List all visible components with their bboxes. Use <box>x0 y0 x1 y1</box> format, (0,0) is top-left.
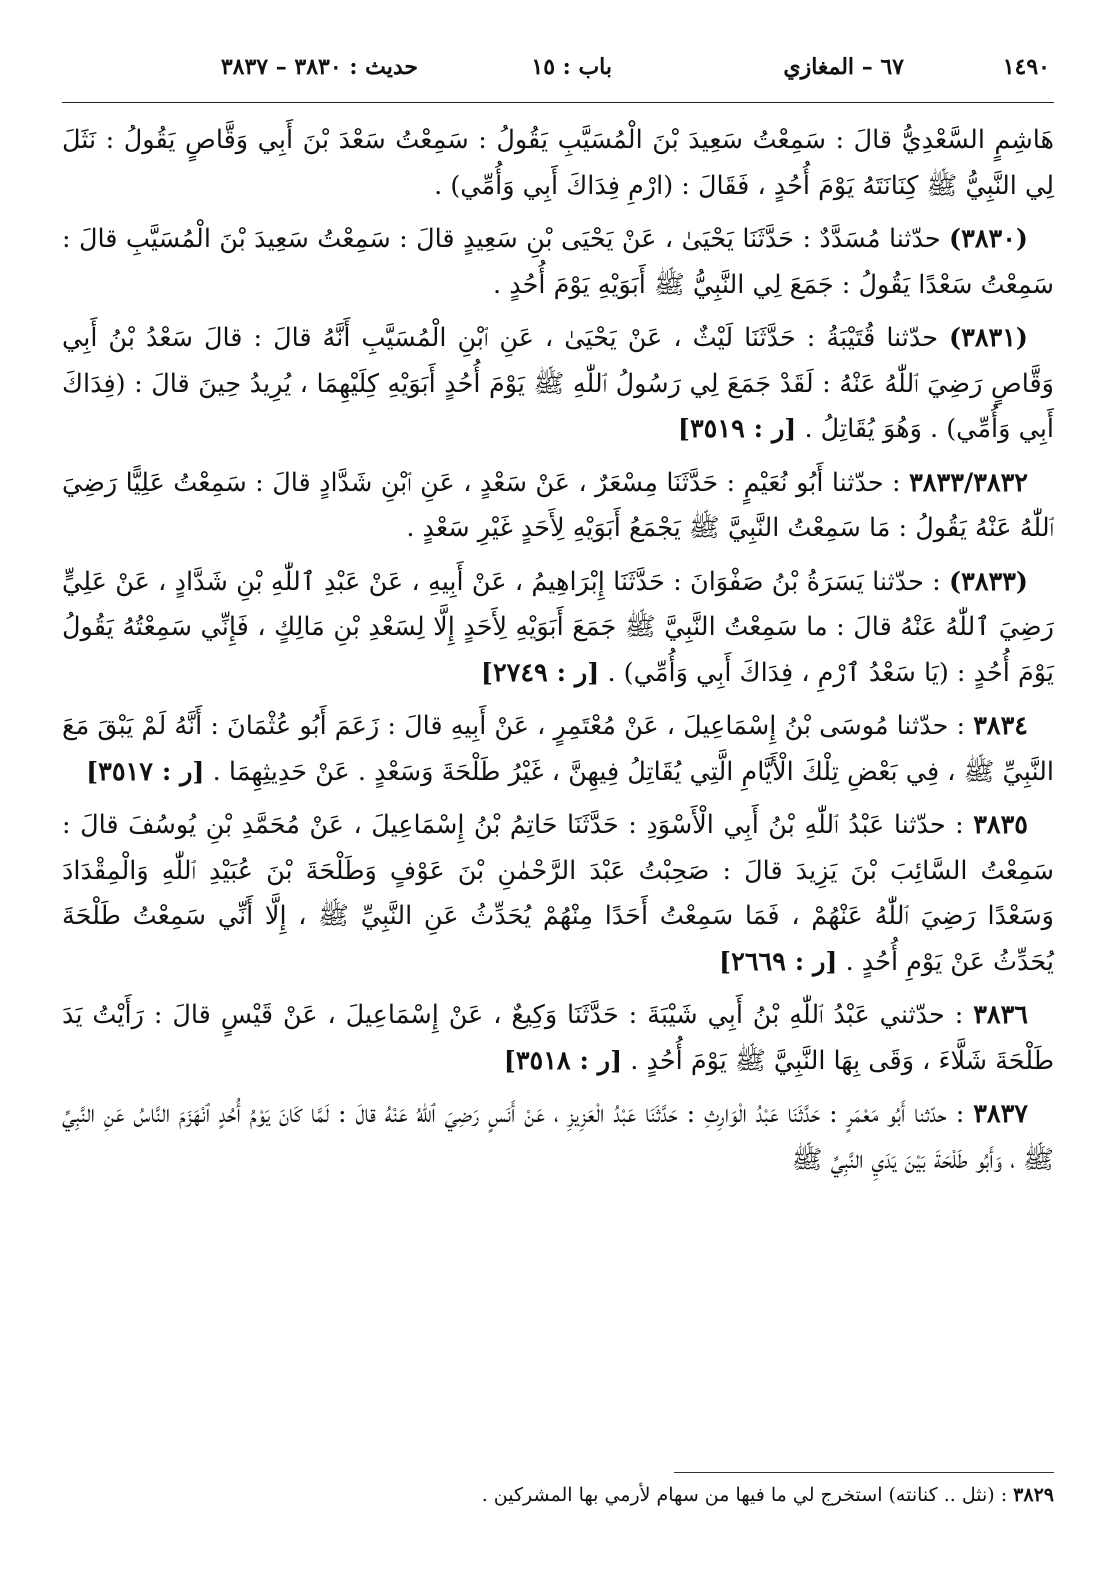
paragraph <box>62 560 1054 697</box>
paragraph <box>62 118 1054 209</box>
paragraph-text: : حدّثنا أَبُو مَعْمَرٍ : حَدَّثَنَا عَبْدُ الْوَارِثِ : حَدَّثَنَا عَبْدُ الْعَزِيزِ ، عَنْ أَنَسٍ رَضِيَ ٱللّٰهُ عَنْهُ قالَ : لَمَّا كَانَ يَوْمُ أُحُدٍ ٱنْهَزَمَ النَّاسُ عَنِ النَّبِيِّ ﷺ ، وَأَبُو طَلْحَةَ بَيْنَ يَدَيِ النَّبِيِّ ﷺ <box>62 1099 1054 1175</box>
footnote <box>62 1480 1054 1510</box>
paragraph <box>62 217 1054 308</box>
cross-reference: [ر : ٣٥١٨] <box>503 1045 623 1076</box>
hadith-number: (٣٨٣٣) <box>949 566 1028 597</box>
hadith-number: ٣٨٣٦ <box>973 1000 1028 1030</box>
page-header <box>62 40 1054 98</box>
hadith-number: (٣٨٣٠) <box>949 224 1028 254</box>
document-page <box>62 40 1054 1540</box>
page-number: ١٤٩٠ <box>1002 54 1050 80</box>
cross-reference: [ر : ٢٧٤٩] <box>480 657 600 688</box>
text-body <box>62 118 1054 1191</box>
footnote-number: ٣٨٢٩ <box>1013 1484 1054 1506</box>
paragraph-text: : حدّثنا عَبْدُ ٱللّٰهِ بْنُ أَبِي الْأَسْوَدِ : حَدَّثَنَا حَاتِمُ بْنُ إِسْمَاعِيلَ ، عَنْ مُحَمَّدِ بْنِ يُوسُفَ قالَ : سَمِعْتُ السَّائِبَ بْنَ يَزِيدَ قالَ : صَحِبْتُ عَبْدَ الرَّحْمٰنِ بْنَ عَوْفٍ وَطَلْحَةَ بْنَ عُبَيْدِ ٱللّٰهِ وَالْمِقْدَادَ وَسَعْدًا رَضِيَ ٱللّٰهُ عَنْهُمْ ، فَمَا سَمِعْتُ أَحَدًا مِنْهُمْ يُحَدِّثُ عَنِ النَّبِيِّ ﷺ ، إِلَّا أَنِّي سَمِعْتُ طَلْحَةَ يُحَدِّثُ عَنْ يَوْمِ أُحُدٍ . <box>62 810 1054 977</box>
footnote-text: : (نثل .. كنانته) استخرج لي ما فيها من سهام لأرمي بها المشركين . <box>481 1484 1008 1506</box>
hadith-number: ٣٨٣٤ <box>973 711 1028 741</box>
cross-reference: [ر : ٣٥١٧] <box>86 756 205 787</box>
chapter-title: ٦٧ – المغازي <box>783 54 904 80</box>
paragraph-text: : حدّثنا يَسَرَةُ بْنُ صَفْوَانَ : حَدَّثَنَا إِبْرَاهِيمُ ، عَنْ أَبِيهِ ، عَنْ عَبْدِ ٱللّٰهِ بْنِ شَدَّادٍ ، عَنْ عَلِيٍّ رَضِيَ ٱللّٰهُ عَنْهُ قالَ : ما سَمِعْتُ النَّبِيَّ ﷺ جَمَعَ أَبَوَيْهِ لِأَحَدٍ إِلَّا لِسَعْدِ بْنِ مَالِكٍ ، فَإِنِّي سَمِعْتُهُ يَقُولُ يَوْمَ أُحُدٍ : (يَا سَعْدُ ٱرْمِ ، فِدَاكَ أَبِي وَأُمِّي) . <box>62 566 1054 688</box>
cross-reference: [ر : ٢٦٦٩] <box>719 946 838 977</box>
paragraph <box>62 803 1054 985</box>
paragraph <box>62 1092 1054 1183</box>
paragraph-text: هَاشِمٍ السَّعْدِيُّ قالَ : سَمِعْتُ سَعِيدَ بْنَ الْمُسَيَّبِ يَقُولُ : سَمِعْتُ سَعْدَ بْنَ أَبِي وَقَّاصٍ يَقُولُ : نَثَلَ لِي النَّبِيُّ ﷺ كِنَانَتَهُ يَوْمَ أُحُدٍ ، فَقَالَ : (ارْمِ فِدَاكَ أَبِي وَأُمِّي) . <box>62 125 1054 201</box>
paragraph <box>62 461 1054 552</box>
hadith-number: (٣٨٣١) <box>949 323 1028 353</box>
hadith-number: ٣٨٣٣/٣٨٣٢ <box>909 467 1028 498</box>
hadith-number: ٣٨٣٥ <box>973 810 1029 840</box>
paragraph-text: : حدّثني عَبْدُ ٱللّٰهِ بْنُ أَبِي شَيْبَةَ : حَدَّثَنَا وَكِيعٌ ، عَنْ إِسْمَاعِيلَ ، عَنْ قَيْسٍ قالَ : رَأَيْتُ يَدَ طَلْحَةَ شَلَّاءَ ، وَقَى بِهَا النَّبِيَّ ﷺ يَوْمَ أُحُدٍ . <box>62 1000 1054 1076</box>
footnote-rule <box>674 1472 1054 1473</box>
cross-reference: [ر : ٣٥١٩] <box>677 414 797 444</box>
paragraph-text: حدّثنا مُسَدَّدٌ : حَدَّثَنَا يَحْيَىٰ ، عَنْ يَحْيَى بْنِ سَعِيدٍ قالَ : سَمِعْتُ سَعِيدَ بْنَ الْمُسَيَّبِ قالَ : سَمِعْتُ سَعْدًا يَقُولُ : جَمَعَ لِي النَّبِيُّ ﷺ أَبَوَيْهِ يَوْمَ أُحُدٍ . <box>62 224 1054 300</box>
paragraph <box>62 704 1054 795</box>
paragraph-text: : حدّثنا مُوسَى بْنُ إِسْمَاعِيلَ ، عَنْ مُعْتَمِرٍ ، عَنْ أَبِيهِ قالَ : زَعَمَ أَبُو عُثْمَانَ : أَنَّهُ لَمْ يَبْقَ مَعَ النَّبِيِّ ﷺ ، فِي بَعْضِ تِلْكَ الْأَيَّامِ الَّتِي يُقَاتِلُ فِيهِنَّ ، غَيْرُ طَلْحَةَ وَسَعْدٍ . عَنْ حَدِيثِهِمَا . <box>62 711 1054 787</box>
paragraph <box>62 316 1054 453</box>
paragraph-text: حدّثنا قُتَيْبَةُ : حَدَّثَنَا لَيْثٌ ، عَنْ يَحْيَىٰ ، عَنِ ٱبْنِ الْمُسَيَّبِ أَنَّهُ قالَ : قالَ سَعْدُ بْنُ أَبِي وَقَّاصٍ رَضِيَ ٱللّٰهُ عَنْهُ : لَقَدْ جَمَعَ لِي رَسُولُ ٱللّٰهِ ﷺ يَوْمَ أُحُدٍ أَبَوَيْهِ كِلَيْهِمَا ، يُرِيدُ حِينَ قالَ : (فِدَاكَ أَبِي وَأُمِّي) . وَهُوَ يُقَاتِلُ . <box>62 323 1054 444</box>
header-rule <box>62 102 1054 103</box>
hadith-number: ٣٨٣٧ <box>973 1099 1028 1129</box>
paragraph <box>62 993 1054 1084</box>
paragraph-text: : حدّثنا أَبُو نُعَيْمٍ : حَدَّثَنَا مِسْعَرٌ ، عَنْ سَعْدٍ ، عَنِ ٱبْنِ شَدَّادٍ قالَ : سَمِعْتُ عَلِيًّا رَضِيَ ٱللّٰهُ عَنْهُ يَقُولُ : مَا سَمِعْتُ النَّبِيَّ ﷺ يَجْمَعُ أَبَوَيْهِ لِأَحَدٍ غَيْرِ سَعْدٍ . <box>62 467 1054 543</box>
bab-number: باب : ١٥ <box>531 54 612 80</box>
hadith-range: حديث : ٣٨٣٠ – ٣٨٣٧ <box>220 54 418 80</box>
